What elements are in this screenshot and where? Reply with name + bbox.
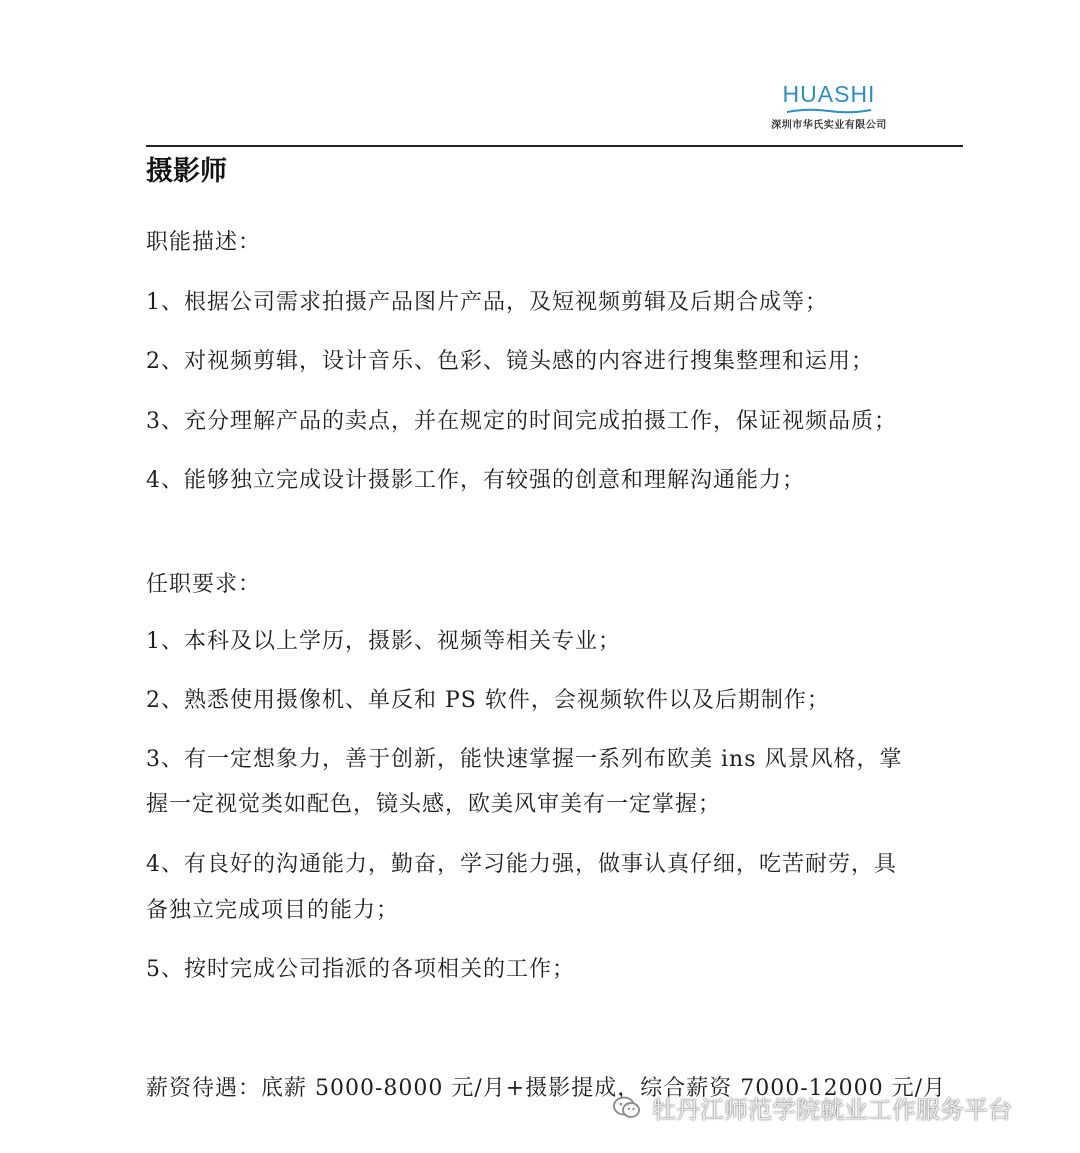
job-title: 摄影师 [146, 156, 227, 187]
logo-wave-icon [787, 108, 871, 114]
requirement-line: 3、有一定想象力，善于创新，能快速掌握一系列布欧美 ins 风景风格，掌 [146, 747, 903, 772]
duty-item: 3、充分理解产品的卖点，并在规定的时间完成拍摄工作，保证视频品质； [146, 409, 897, 434]
requirements-heading: 任职要求： [146, 572, 262, 597]
watermark [612, 1090, 1012, 1125]
duty-item: 2、对视频剪辑，设计音乐、色彩、镜头感的内容进行搜集整理和运用； [146, 349, 874, 374]
logo-text: HUASHI [782, 81, 876, 107]
wechat-icon [612, 1095, 642, 1121]
requirement-line: 5、按时完成公司指派的各项相关的工作； [146, 957, 575, 982]
requirement-line: 握一定视觉类如配色，镜头感，欧美风审美有一定掌握； [146, 792, 722, 817]
company-logo [754, 80, 904, 131]
requirement-line: 2、熟悉使用摄像机、单反和 PS 软件，会视频软件以及后期制作； [146, 688, 830, 713]
requirement-line: 4、有良好的沟通能力，勤奋，学习能力强，做事认真仔细，吃苦耐劳，具 [146, 852, 897, 877]
salary-line: 薪资待遇：底薪 5000-8000 元/月+摄影提成，综合薪资 7000-12000 元/月 [146, 1076, 946, 1101]
duty-item: 1、根据公司需求拍摄产品图片产品，及短视频剪辑及后期合成等； [146, 290, 828, 315]
watermark-text: 牡丹江师范学院就业工作服务平台 [652, 1096, 1012, 1124]
header-divider [146, 145, 963, 147]
company-name: 深圳市华氏实业有限公司 [771, 120, 887, 131]
requirement-line: 1、本科及以上学历，摄影、视频等相关专业； [146, 629, 621, 654]
duties-heading: 职能描述： [146, 230, 262, 255]
duty-item: 4、能够独立完成设计摄影工作，有较强的创意和理解沟通能力； [146, 468, 805, 493]
requirement-line: 备独立完成项目的能力； [146, 898, 400, 923]
